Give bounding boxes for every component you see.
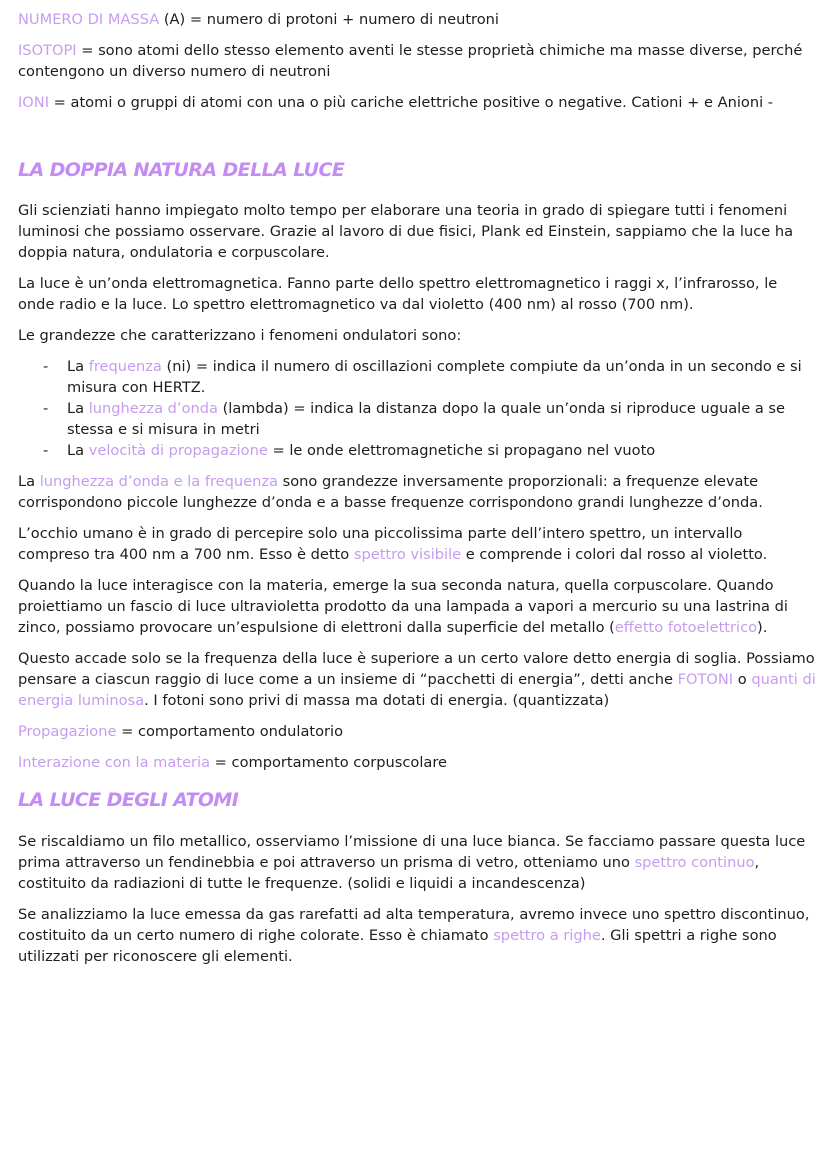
paragraph-energia-soglia [18, 648, 818, 711]
term-highlight: FOTONI [677, 671, 734, 688]
paragraph-onda-elettromagnetica: La luce è un’onda elettromagnetica. Fanno parte dello spettro elettromagnetico i raggi x, l’infrarosso, le onde radio e la luce. Lo spettro elettromagnetico va dal violetto (400 nm) al rosso (700 nm). [18, 275, 778, 313]
list-item [18, 356, 818, 398]
section-heading-luce-atomi: LA LUCE DEGLI ATOMI [18, 789, 239, 811]
bullet-dash: - [43, 400, 49, 417]
text-run: L’occhio umano è in grado di percepire solo una piccolissima parte dell’intero spettro, un intervallo compreso tra 400 nm a 700 nm. Esso è detto [18, 525, 743, 563]
text-run: ). [757, 619, 768, 636]
text-run: sono grandezze inversamente proporzionali: a frequenze elevate corrispondono piccole lunghezze d’onda e a basse frequenze corrispondono grandi lunghezze d’onda. [18, 473, 763, 511]
definition-propagazione [18, 721, 818, 742]
definition-interazione [18, 752, 818, 773]
paragraph-occhio-umano [18, 523, 818, 565]
term-highlight: ISOTOPI [18, 42, 77, 59]
list-item-prefix: La [67, 358, 89, 375]
term-highlight: spettro a righe [493, 927, 601, 944]
text-run: Se analizziamo la luce emessa da gas rarefatti ad alta temperatura, avremo invece uno spettro discontinuo, costituito da un certo numero di righe colorate. Esso è chiamato [18, 906, 810, 944]
term-highlight: lunghezza d’onda [88, 400, 218, 417]
paragraph-spettro-righe [18, 904, 818, 967]
document-page [18, 9, 818, 977]
text-run: Quando la luce interagisce con la materia, emerge la sua seconda natura, quella corpuscolare. Quando proiettiamo un fascio di luce ultravioletta prodotto da una lampada a vapori a mercurio su una lastrina di zinco, possiamo provocare un’espulsione di elettroni dalla superficie del metallo ( [18, 577, 788, 636]
bullet-dash: - [43, 358, 49, 375]
term-highlight: spettro visibile [353, 546, 462, 563]
list-item-prefix: La [67, 442, 89, 459]
term-highlight: velocità di propagazione [88, 442, 268, 459]
text-run: Se riscaldiamo un filo metallico, osserviamo l’missione di una luce bianca. Se facciamo passare questa luce prima attraverso un fendinebbia e poi attraverso un prisma di vetro, otteniamo uno [18, 833, 806, 871]
wave-quantities-list [18, 356, 818, 461]
list-item-text: = le onde elettromagnetiche si propagano nel vuoto [267, 442, 656, 459]
bullet-dash: - [43, 442, 49, 459]
definition-ioni [18, 92, 818, 113]
section-heading-doppia-natura: LA DOPPIA NATURA DELLA LUCE [18, 159, 345, 181]
definition-text: = atomi o gruppi di atomi con una o più cariche elettriche positive o negative. Cationi + e Anioni - [49, 94, 774, 111]
term-highlight: quanti di energia luminosa [18, 671, 816, 709]
term-highlight: Interazione con la materia [18, 754, 211, 771]
list-item [18, 440, 818, 461]
text-run: La [18, 473, 40, 490]
paragraph-inverse-proportion [18, 471, 818, 513]
definition-numero-di-massa [18, 9, 818, 30]
list-item [18, 398, 818, 440]
definition-text: = comportamento ondulatorio [116, 723, 344, 740]
term-highlight: lunghezza d’onda e la frequenza [39, 473, 278, 490]
term-highlight: frequenza [88, 358, 162, 375]
list-item-text: (ni) = indica il numero di oscillazioni complete compiute da un’onda in un secondo e si misura con HERTZ. [67, 358, 802, 396]
term-highlight: spettro continuo [634, 854, 755, 871]
definition-text: (A) = numero di protoni + numero di neutroni [159, 11, 499, 28]
definition-isotopi [18, 40, 818, 82]
text-run: . Gli spettri a righe sono utilizzati per riconoscere gli elementi. [18, 927, 777, 965]
term-highlight: NUMERO DI MASSA [18, 11, 160, 28]
text-run: , costituito da radiazioni di tutte le frequenze. (solidi e liquidi a incandescenza) [18, 854, 760, 892]
paragraph-scienziati: Gli scienziati hanno impiegato molto tempo per elaborare una teoria in grado di spiegare tutti i fenomeni luminosi che possiamo osservare. Grazie al lavoro di due fisici, Plank ed Einstein, sappiamo che la luce ha doppia natura, ondulatoria e corpuscolare. [18, 202, 794, 261]
text-run: o [733, 671, 752, 688]
text-run: e comprende i colori dal rosso al violetto. [461, 546, 768, 563]
paragraph-interazione-materia [18, 575, 818, 638]
list-item-text: (lambda) = indica la distanza dopo la quale un’onda si riproduce uguale a se stessa e si misura in metri [67, 400, 785, 438]
paragraph-grandezze: Le grandezze che caratterizzano i fenomeni ondulatori sono: [18, 327, 462, 344]
text-run: . I fotoni sono privi di massa ma dotati di energia. (quantizzata) [144, 692, 610, 709]
definition-text: = comportamento corpuscolare [210, 754, 447, 771]
term-highlight: effetto fotoelettrico [614, 619, 758, 636]
definition-text: = sono atomi dello stesso elemento aventi le stesse proprietà chimiche ma masse diverse, perché contengono un diverso numero di neutroni [18, 42, 803, 80]
term-highlight: IONI [18, 94, 50, 111]
term-highlight: Propagazione [18, 723, 117, 740]
text-run: Questo accade solo se la frequenza della luce è superiore a un certo valore detto energia di soglia. Possiamo pensare a ciascun raggio di luce come a un insieme di “pacchetti di energia”, detti anche [18, 650, 815, 688]
list-item-prefix: La [67, 400, 89, 417]
paragraph-spettro-continuo [18, 831, 818, 894]
